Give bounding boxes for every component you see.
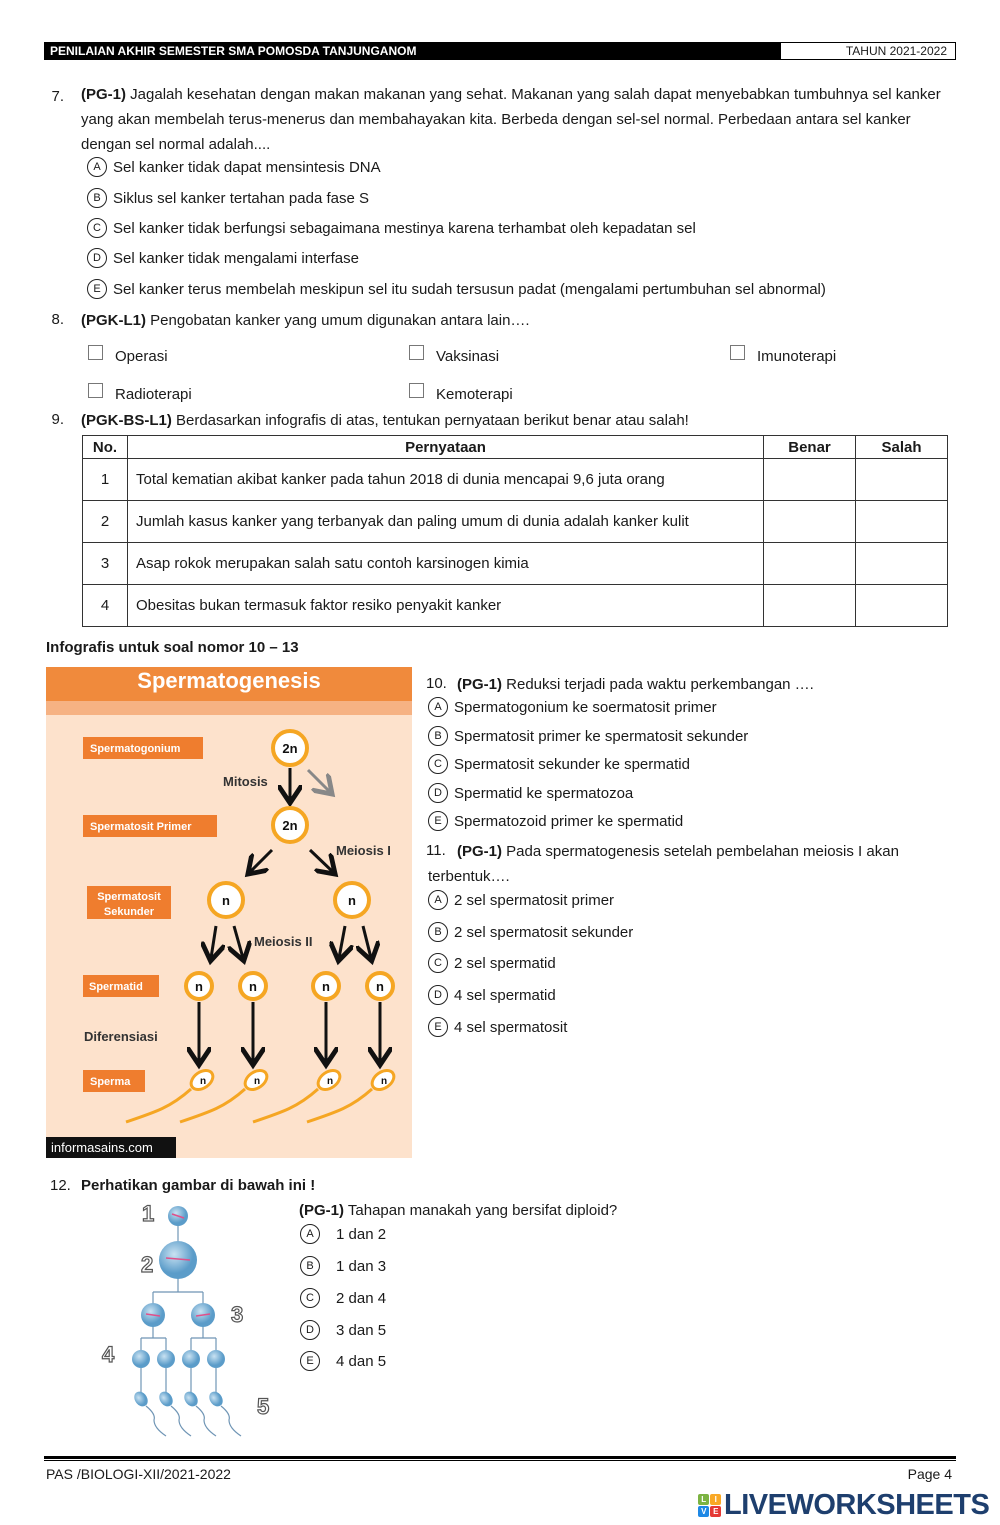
cell-ploidy: n [376,979,384,994]
option-letter-circle-icon: B [428,726,448,746]
row-statement: Obesitas bukan termasuk faktor resiko penyakit kanker [128,585,764,627]
option-text: Spermatosit sekunder ke spermatid [454,755,690,773]
q12-option-c[interactable] [300,1288,386,1308]
q12-text [299,1198,617,1223]
option-letter-circle-icon: C [300,1288,320,1308]
figure-label: 3 [231,1302,244,1327]
q10-code: (PG-1) [457,676,502,693]
option-letter-circle-icon: E [428,811,448,831]
q7-code: (PG-1) [81,86,126,103]
logo-tile: V [698,1506,709,1517]
stage-label: Sperma [90,1076,131,1088]
row-statement: Asap rokok merupakan salah satu contoh karsinogen kimia [128,543,764,585]
row-no: 4 [83,585,128,627]
sperm-ploidy: n [326,1076,334,1087]
stage-label: Spermatid [89,981,143,993]
checkbox-vaksinasi[interactable] [409,345,424,360]
option-letter-circle-icon: D [87,248,107,268]
q12-number: 12. [50,1177,71,1194]
q8-number: 8. [51,311,64,328]
col-benar: Benar [764,436,856,459]
process-label: Meiosis II [254,934,313,949]
q8-code: (PGK-L1) [81,312,146,329]
option-letter-circle-icon: D [428,985,448,1005]
q9-number: 9. [51,411,64,428]
salah-cell[interactable] [856,459,948,501]
option-text: Siklus sel kanker tertahan pada fase S [113,189,369,207]
option-letter-circle-icon: C [87,218,107,238]
option-text: 4 dan 5 [336,1352,387,1370]
footer-divider [44,1456,956,1461]
option-letter-circle-icon: E [87,279,107,299]
figure-label: 5 [257,1394,270,1419]
q7-option-a[interactable] [87,157,381,177]
q12-option-d[interactable] [300,1320,386,1340]
option-letter-circle-icon: E [300,1351,320,1371]
q12-code: (PG-1) [299,1202,344,1219]
option-letter-circle-icon: A [300,1224,320,1244]
option-text: Spermatogonium ke soermatosit primer [454,698,717,716]
q7-option-b[interactable] [87,188,369,208]
q9-text [81,408,689,433]
q9-code: (PGK-BS-L1) [81,412,172,429]
option-text: Sel kanker tidak dapat mensintesis DNA [113,158,381,176]
logo-tile: I [710,1494,721,1505]
infographic-heading: Infografis untuk soal nomor 10 – 13 [46,639,299,656]
option-text: 4 sel spermatosit [454,1018,568,1036]
choice-label: Vaksinasi [436,348,500,365]
stage-label: Spermatogonium [90,743,181,755]
liveworksheets-logo[interactable] [698,1489,989,1522]
q11-number: 11. [426,842,446,859]
q9-body: Berdasarkan infografis di atas, tentukan pernyataan berikut benar atau salah! [171,412,689,429]
q12-body: Tahapan manakah yang bersifat diploid? [344,1202,618,1219]
salah-cell[interactable] [856,501,948,543]
option-text: 1 dan 3 [336,1257,387,1275]
q10-option-a[interactable] [428,697,717,717]
page-number: Page 4 [907,1466,952,1482]
benar-cell[interactable] [764,459,856,501]
option-text: 4 sel spermatid [454,986,556,1004]
q10-option-e[interactable] [428,811,683,831]
q7-text [81,82,951,157]
option-text: Sel kanker tidak mengalami interfase [113,249,359,267]
choice-label: Radioterapi [115,386,192,403]
checkbox-kemoterapi[interactable] [409,383,424,398]
col-pernyataan: Pernyataan [128,436,764,459]
q7-option-c[interactable] [87,218,696,238]
checkbox-radioterapi[interactable] [88,383,103,398]
spermatogenesis-infographic [46,667,412,1158]
q12-option-e[interactable] [300,1351,386,1371]
cell-ploidy: n [222,893,230,908]
cell-ploidy: n [348,893,356,908]
figure-label: 1 [142,1201,155,1226]
option-text: Spermatosit primer ke spermatosit sekunder [454,727,749,745]
q7-option-e[interactable] [87,279,826,299]
option-text: 2 dan 4 [336,1289,387,1307]
q8-body: Pengobatan kanker yang umum digunakan antara lain…. [146,312,530,329]
checkbox-imunoterapi[interactable] [730,345,745,360]
option-text: Sel kanker tidak berfungsi sebagaimana mestinya karena terhambat oleh kepadatan sel [113,219,696,237]
stage-label: Spermatosit Primer [90,821,192,833]
logo-tiles-icon [698,1494,721,1517]
option-text: Spermatozoid primer ke spermatid [454,812,684,830]
stage-label: Spermatosit [97,891,161,903]
figure-label: 4 [102,1342,115,1367]
infographic-source: informasains.com [51,1140,153,1155]
option-letter-circle-icon: C [428,953,448,973]
option-letter-circle-icon: B [428,922,448,942]
infographic-title: Spermatogenesis [137,668,321,693]
option-letter-circle-icon: B [300,1256,320,1276]
q10-option-b[interactable] [428,726,748,746]
cell-ploidy: n [249,979,257,994]
choice-label: Operasi [115,348,168,365]
q10-number: 10. [426,675,447,692]
q11-option-a[interactable] [428,890,614,910]
q11-option-d[interactable] [428,985,556,1005]
cell-ploidy: 2n [282,741,298,756]
option-text: 1 dan 2 [336,1225,387,1243]
q11-option-b[interactable] [428,922,633,942]
table-row [83,459,948,501]
row-statement: Jumlah kasus kanker yang terbanyak dan paling umum di dunia adalah kanker kulit [128,501,764,543]
option-text: Spermatid ke spermatozoa [454,784,634,802]
salah-cell[interactable] [856,543,948,585]
sperm-ploidy: n [199,1076,207,1087]
checkbox-operasi[interactable] [88,345,103,360]
option-letter-circle-icon: A [87,157,107,177]
cell-ploidy: 2n [282,818,298,833]
q8-text [81,308,530,333]
table-row [83,543,948,585]
process-label: Mitosis [223,774,268,789]
q11-code: (PG-1) [457,843,502,860]
cell-ploidy: n [322,979,330,994]
benar-cell[interactable] [764,501,856,543]
sperm-ploidy: n [380,1076,388,1087]
q10-option-d[interactable] [428,783,633,803]
stage-label: Sekunder [103,906,155,918]
logo-tile: L [698,1494,709,1505]
true-false-table [82,435,948,627]
table-row [83,585,948,627]
q12-heading: Perhatikan gambar di bawah ini ! [81,1177,316,1194]
choice-label: Kemoterapi [436,386,513,403]
sperm-ploidy: n [253,1076,261,1087]
q11-option-e[interactable] [428,1017,567,1037]
figure-label: 2 [141,1252,154,1277]
option-text: 3 dan 5 [336,1321,387,1339]
q7-number: 7. [51,88,64,105]
q12-option-b[interactable] [300,1256,386,1276]
option-letter-circle-icon: B [87,188,107,208]
option-letter-circle-icon: C [428,754,448,774]
header-title: PENILAIAN AKHIR SEMESTER SMA POMOSDA TANJUNGANOM [44,42,780,60]
q11-body: Pada spermatogenesis setelah pembelahan meiosis I akan terbentuk…. [428,843,899,885]
option-letter-circle-icon: A [428,890,448,910]
q7-body: Jagalah kesehatan dengan makan makanan yang sehat. Makanan yang salah dapat menyebabkan tumbuhnya sel kanker yang akan membelah terus-menerus dan membahayakan kita. Berbeda dengan sel-sel normal. Perbedaan antara sel kanker dengan sel normal adalah.... [81,86,941,153]
q10-option-c[interactable] [428,754,690,774]
option-letter-circle-icon: D [300,1320,320,1340]
option-text: Sel kanker terus membelah meskipun sel itu sudah tersusun padat (mengalami pertumbuhan sel abnormal) [113,280,826,298]
option-letter-circle-icon: D [428,783,448,803]
q7-option-d[interactable] [87,248,359,268]
benar-cell[interactable] [764,585,856,627]
spermatogenesis-stages-figure [96,1196,286,1442]
row-no: 1 [83,459,128,501]
option-letter-circle-icon: A [428,697,448,717]
process-label: Diferensiasi [84,1029,158,1044]
salah-cell[interactable] [856,585,948,627]
option-text: 2 sel spermatid [454,954,556,972]
q10-body: Reduksi terjadi pada waktu perkembangan …. [502,676,814,693]
q11-text [428,839,938,889]
logo-text: LIVEWORKSHEETS [724,1489,990,1521]
cell-ploidy: n [195,979,203,994]
option-text: 2 sel spermatosit primer [454,891,615,909]
q11-option-c[interactable] [428,953,556,973]
row-no: 3 [83,543,128,585]
table-row [83,501,948,543]
option-letter-circle-icon: E [428,1017,448,1037]
row-no: 2 [83,501,128,543]
row-statement: Total kematian akibat kanker pada tahun 2018 di dunia mencapai 9,6 juta orang [128,459,764,501]
option-text: 2 sel spermatosit sekunder [454,923,634,941]
col-no: No. [83,436,128,459]
header-year: TAHUN 2021-2022 [780,42,956,60]
choice-label: Imunoterapi [757,348,837,365]
process-label: Meiosis I [336,843,391,858]
q12-option-a[interactable] [300,1224,386,1244]
benar-cell[interactable] [764,543,856,585]
logo-tile: E [710,1506,721,1517]
footer-code: PAS /BIOLOGI-XII/2021-2022 [46,1466,231,1482]
q10-text [457,672,814,697]
col-salah: Salah [856,436,948,459]
